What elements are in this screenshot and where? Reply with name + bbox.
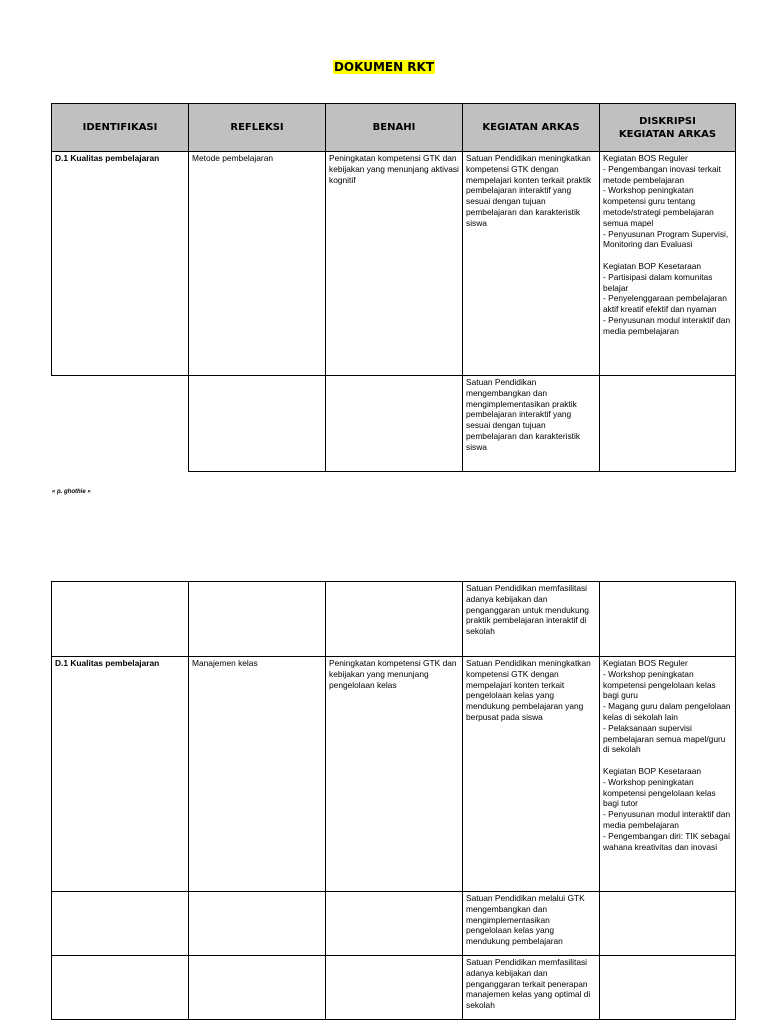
cell-identifikasi bbox=[52, 956, 189, 1020]
table-row bbox=[52, 892, 736, 956]
cell-identifikasi: D.1 Kualitas pembelajaran bbox=[52, 657, 189, 892]
cell-benahi bbox=[326, 892, 463, 956]
cell-benahi: Peningkatan kompetensi GTK dan kebijakan yang menunjang pengelolaan kelas bbox=[326, 657, 463, 892]
cell-benahi bbox=[326, 376, 463, 472]
cell-diskripsi bbox=[600, 956, 736, 1020]
cell-refleksi bbox=[189, 582, 326, 657]
document-title-wrap bbox=[0, 58, 768, 76]
cell-benahi bbox=[326, 582, 463, 657]
document-title: DOKUMEN RKT bbox=[333, 60, 435, 74]
cell-kegiatan: Satuan Pendidikan memfasilitasi adanya kebijakan dan penganggaran untuk mendukung praktik pembelajaran interaktif di sekolah bbox=[463, 582, 600, 657]
cell-refleksi: Manajemen kelas bbox=[189, 657, 326, 892]
table-row bbox=[52, 657, 736, 892]
cell-refleksi bbox=[189, 892, 326, 956]
cell-refleksi: Metode pembelajaran bbox=[189, 152, 326, 376]
cell-kegiatan: Satuan Pendidikan memfasilitasi adanya kebijakan dan penganggaran terkait penerapan manajemen kelas yang optimal di sekolah bbox=[463, 956, 600, 1020]
cell-kegiatan: Satuan Pendidikan meningkatkan kompetensi GTK dengan mempelajari konten terkait pengelolaan kelas yang mendukung pembelajaran yang berpusat pada siswa bbox=[463, 657, 600, 892]
cell-identifikasi bbox=[52, 376, 189, 472]
cell-benahi: Peningkatan kompetensi GTK dan kebijakan yang menunjang aktivasi kognitif bbox=[326, 152, 463, 376]
cell-diskripsi: Kegiatan BOS Reguler - Workshop peningkatan kompetensi pengelolaan kelas bagi guru - Magang guru dalam pengelolaan kelas di sekolah lain - Pelaksanaan supervisi pembelajaran semua mapel/guru di sekolah Kegiatan BOP Kesetaraan - Workshop peningkatan kompetensi pengelolaan kelas bagi tutor - Penyusunan modul interaktif dan media pembelajaran - Pengembangan diri: TIK sebagai wahana kreativitas dan inovasi bbox=[600, 657, 736, 892]
cell-identifikasi: D.1 Kualitas pembelajaran bbox=[52, 152, 189, 376]
header-benahi: BENAHI bbox=[326, 104, 463, 152]
cell-diskripsi bbox=[600, 582, 736, 657]
header-kegiatan-arkas: KEGIATAN ARKAS bbox=[463, 104, 600, 152]
cell-refleksi bbox=[189, 956, 326, 1020]
cell-benahi bbox=[326, 956, 463, 1020]
cell-identifikasi bbox=[52, 582, 189, 657]
cell-identifikasi bbox=[52, 892, 189, 956]
cell-diskripsi bbox=[600, 376, 736, 472]
header-identifikasi: IDENTIFIKASI bbox=[52, 104, 189, 152]
table-header-row bbox=[52, 104, 736, 152]
table-row bbox=[52, 152, 736, 376]
rkt-table-page2 bbox=[51, 581, 736, 1020]
cell-kegiatan: Satuan Pendidikan meningkatkan kompetensi GTK dengan mempelajari konten terkait praktik pembelajaran interaktif yang sesuai dengan tujuan pembelajaran dan karakteristik siswa bbox=[463, 152, 600, 376]
cell-diskripsi: Kegiatan BOS Reguler - Pengembangan inovasi terkait metode pembelajaran - Workshop peningkatan kompetensi guru tentang metode/strategi pembelajaran semua mapel - Penyusunan Program Supervisi, Monitoring dan Evaluasi Kegiatan BOP Kesetaraan - Partisipasi dalam komunitas belajar - Penyelenggaraan pembelajaran aktif kreatif efektif dan nyaman - Penyusunan modul interaktif dan media pembelajaran bbox=[600, 152, 736, 376]
header-diskripsi-kegiatan-arkas: DISKRIPSI KEGIATAN ARKAS bbox=[600, 104, 736, 152]
table-row bbox=[52, 956, 736, 1020]
cell-diskripsi bbox=[600, 892, 736, 956]
cell-refleksi bbox=[189, 376, 326, 472]
table-row bbox=[52, 376, 736, 472]
rkt-table-page1 bbox=[51, 103, 736, 472]
cell-kegiatan: Satuan Pendidikan melalui GTK mengembangkan dan mengimplementasikan pengelolaan kelas yang mendukung pembelajaran bbox=[463, 892, 600, 956]
header-refleksi: REFLEKSI bbox=[189, 104, 326, 152]
cell-kegiatan: Satuan Pendidikan mengembangkan dan mengimplementasikan praktik pembelajaran interaktif yang sesuai dengan tujuan pembelajaran dan karakteristik siswa bbox=[463, 376, 600, 472]
table-row bbox=[52, 582, 736, 657]
footer-note: « p. ghothie » bbox=[52, 489, 91, 495]
